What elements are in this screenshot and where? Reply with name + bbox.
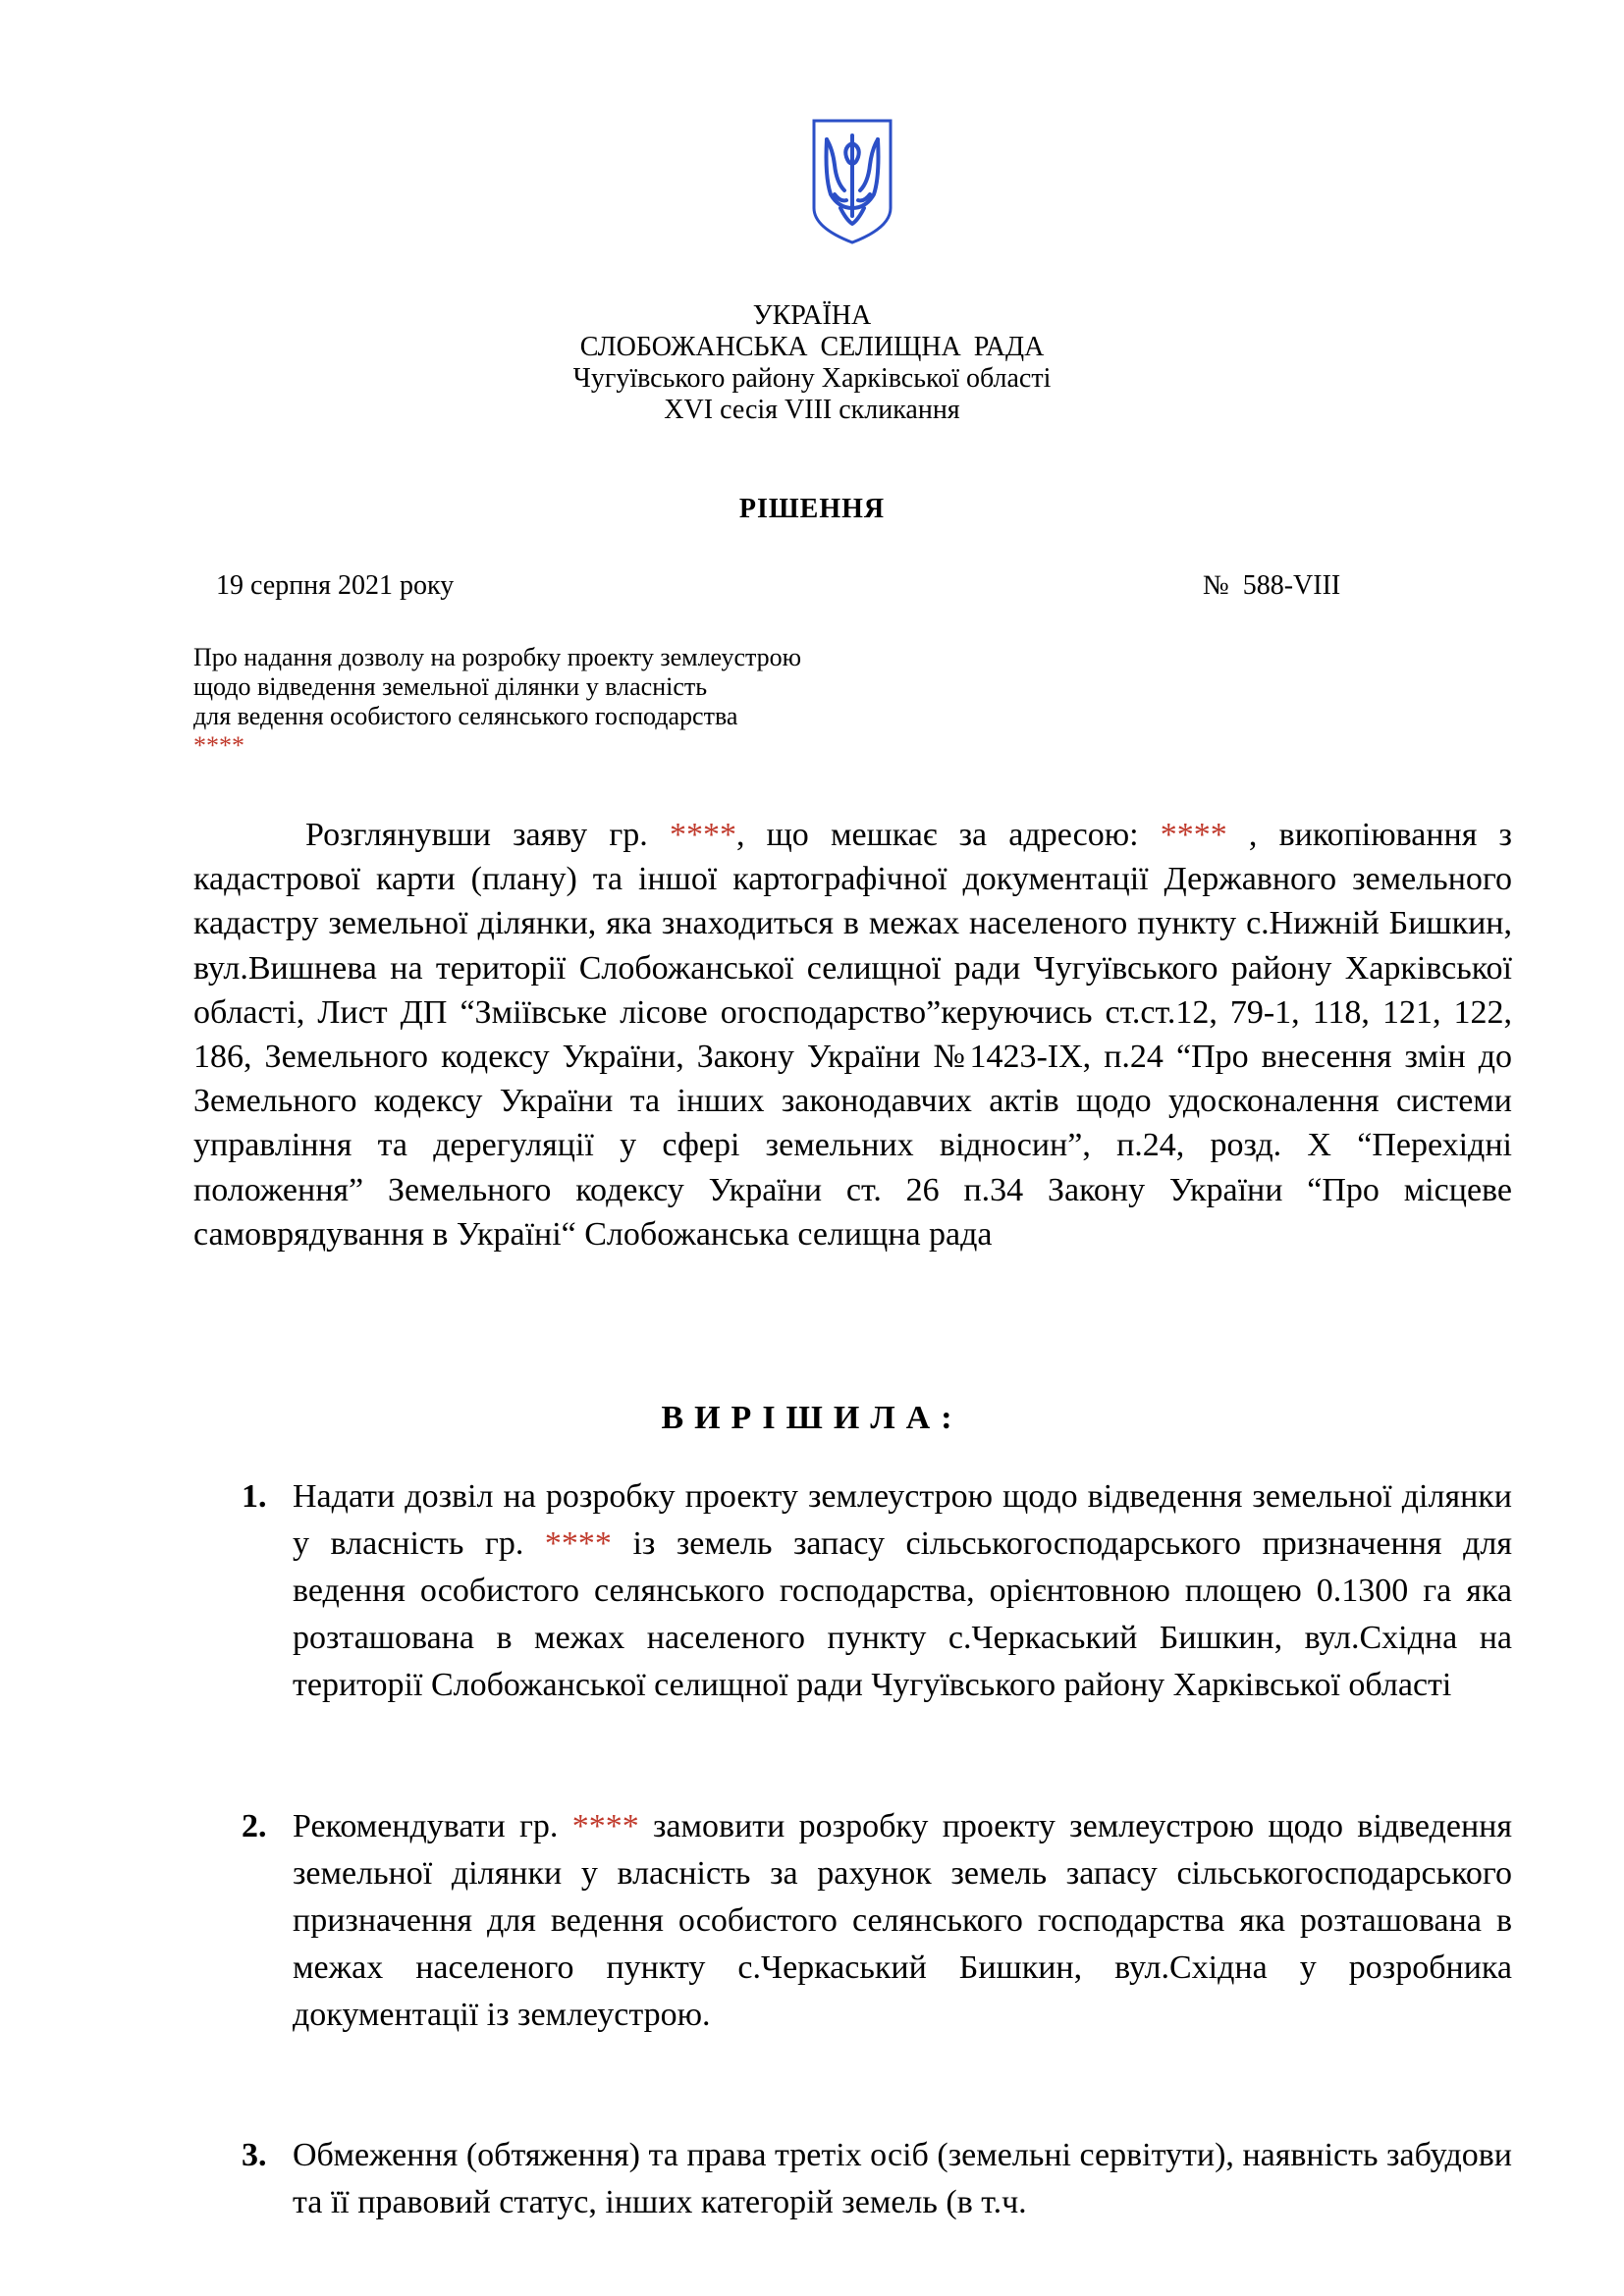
council-name: СЛОБОЖАНСЬКА СЕЛИЩНА РАДА [579,332,1045,362]
redacted-address: **** [1160,817,1227,853]
country-name: УКРАЇНА [752,300,872,331]
subject-line: для ведення особистого селянського господарства [193,702,738,730]
item-number: 2. [242,1808,267,1844]
item-text-part: Рекомендувати гр. [293,1808,572,1844]
item-text-part: Обмеження (обтяження) та права третіх осіб (земельні сервітути), наявність забудови та її правовий статус, інших категорій земель (в т.ч. [293,2137,1512,2220]
decision-date: 19 серпня 2021 року [216,570,455,601]
trident-coat-of-arms-icon [811,118,893,245]
subject-line: щодо відведення земельної ділянки у власність [193,672,708,701]
resolved-heading: ВИРІШИЛА: [661,1400,963,1436]
decision-subject [193,643,801,761]
number-value: 588-VIII [1242,570,1341,601]
list-item [242,1803,1512,2039]
redacted-name: **** [669,817,736,853]
district-name: Чугуївського району Харківської області [572,363,1052,394]
session-info: XVI сесія VIII скликання [664,395,960,425]
item-number: 3. [242,2137,267,2173]
preamble-text: , що мешкає за адресою: [735,817,1161,853]
item-text-part: із земель запасу сільськогосподарського призначення для ведення особистого селянського господарства, орієнтовною площею 0.1300 га яка розташована в межах населеного пункту с.Черкаський Бишкин, вул.Східна на території Слобожанської селищної ради Чугуївського району Харківської області [293,1525,1512,1703]
item-text-part: замовити розробку проекту землеустрою щодо відведення земельної ділянки у власність за рахунок земель запасу сільськогосподарського призначення для ведення особистого селянського господарства яка розташована в межах населеного пункту с.Черкаський Бишкин, вул.Східна у розробника документації із землеустрою. [293,1808,1512,2033]
subject-line: Про надання дозволу на розробку проекту землеустрою [193,643,802,671]
item-text [293,1473,1512,1709]
document-title: РІШЕННЯ [738,494,886,524]
preamble-paragraph [193,813,1512,1256]
item-number: 1. [242,1478,267,1515]
redacted-name: **** [193,731,244,760]
redacted-name: **** [571,1808,639,1844]
list-item [242,1473,1512,1709]
redacted-name: **** [544,1525,612,1562]
list-item [242,2132,1512,2226]
item-text [293,1803,1512,2039]
decision-number [1203,570,1340,602]
item-text-part: Надати дозвіл на розробку проекту землеустрою щодо відведення земельної ділянки у власність гр. [293,1478,1512,1562]
preamble-text: , викопіювання з кадастрової карти (плану) та іншої картографічної документації Державного земельного кадастру земельної ділянки, яка знаходиться в межах населеного пункту с.Нижній Бишкин, вул.Вишнева на території Слобожанської селищної ради Чугуївського району Харківської області, Лист ДП “Зміївське лісове огосподарство”керуючись ст.ст.12, 79-1, 118, 121, 122, 186, Земельного кодексу України, Закону України №1423-IX, п.24 “Про внесення змін до Земельного кодексу України та інших законодавчих актів щодо удосконалення системи управління та дерегуляції у сфері земельних відносин”, п.24, розд. X “Перехідні положення” Земельного кодексу України ст. 26 п.34 Закону України “Про місцеве самоврядування в Україні“ Слобожанська селищна рада [193,817,1512,1253]
item-text [293,2132,1512,2226]
preamble-text: Розглянувши заяву гр. [305,817,670,853]
number-sign: № [1203,570,1229,601]
document-header [0,300,1624,426]
